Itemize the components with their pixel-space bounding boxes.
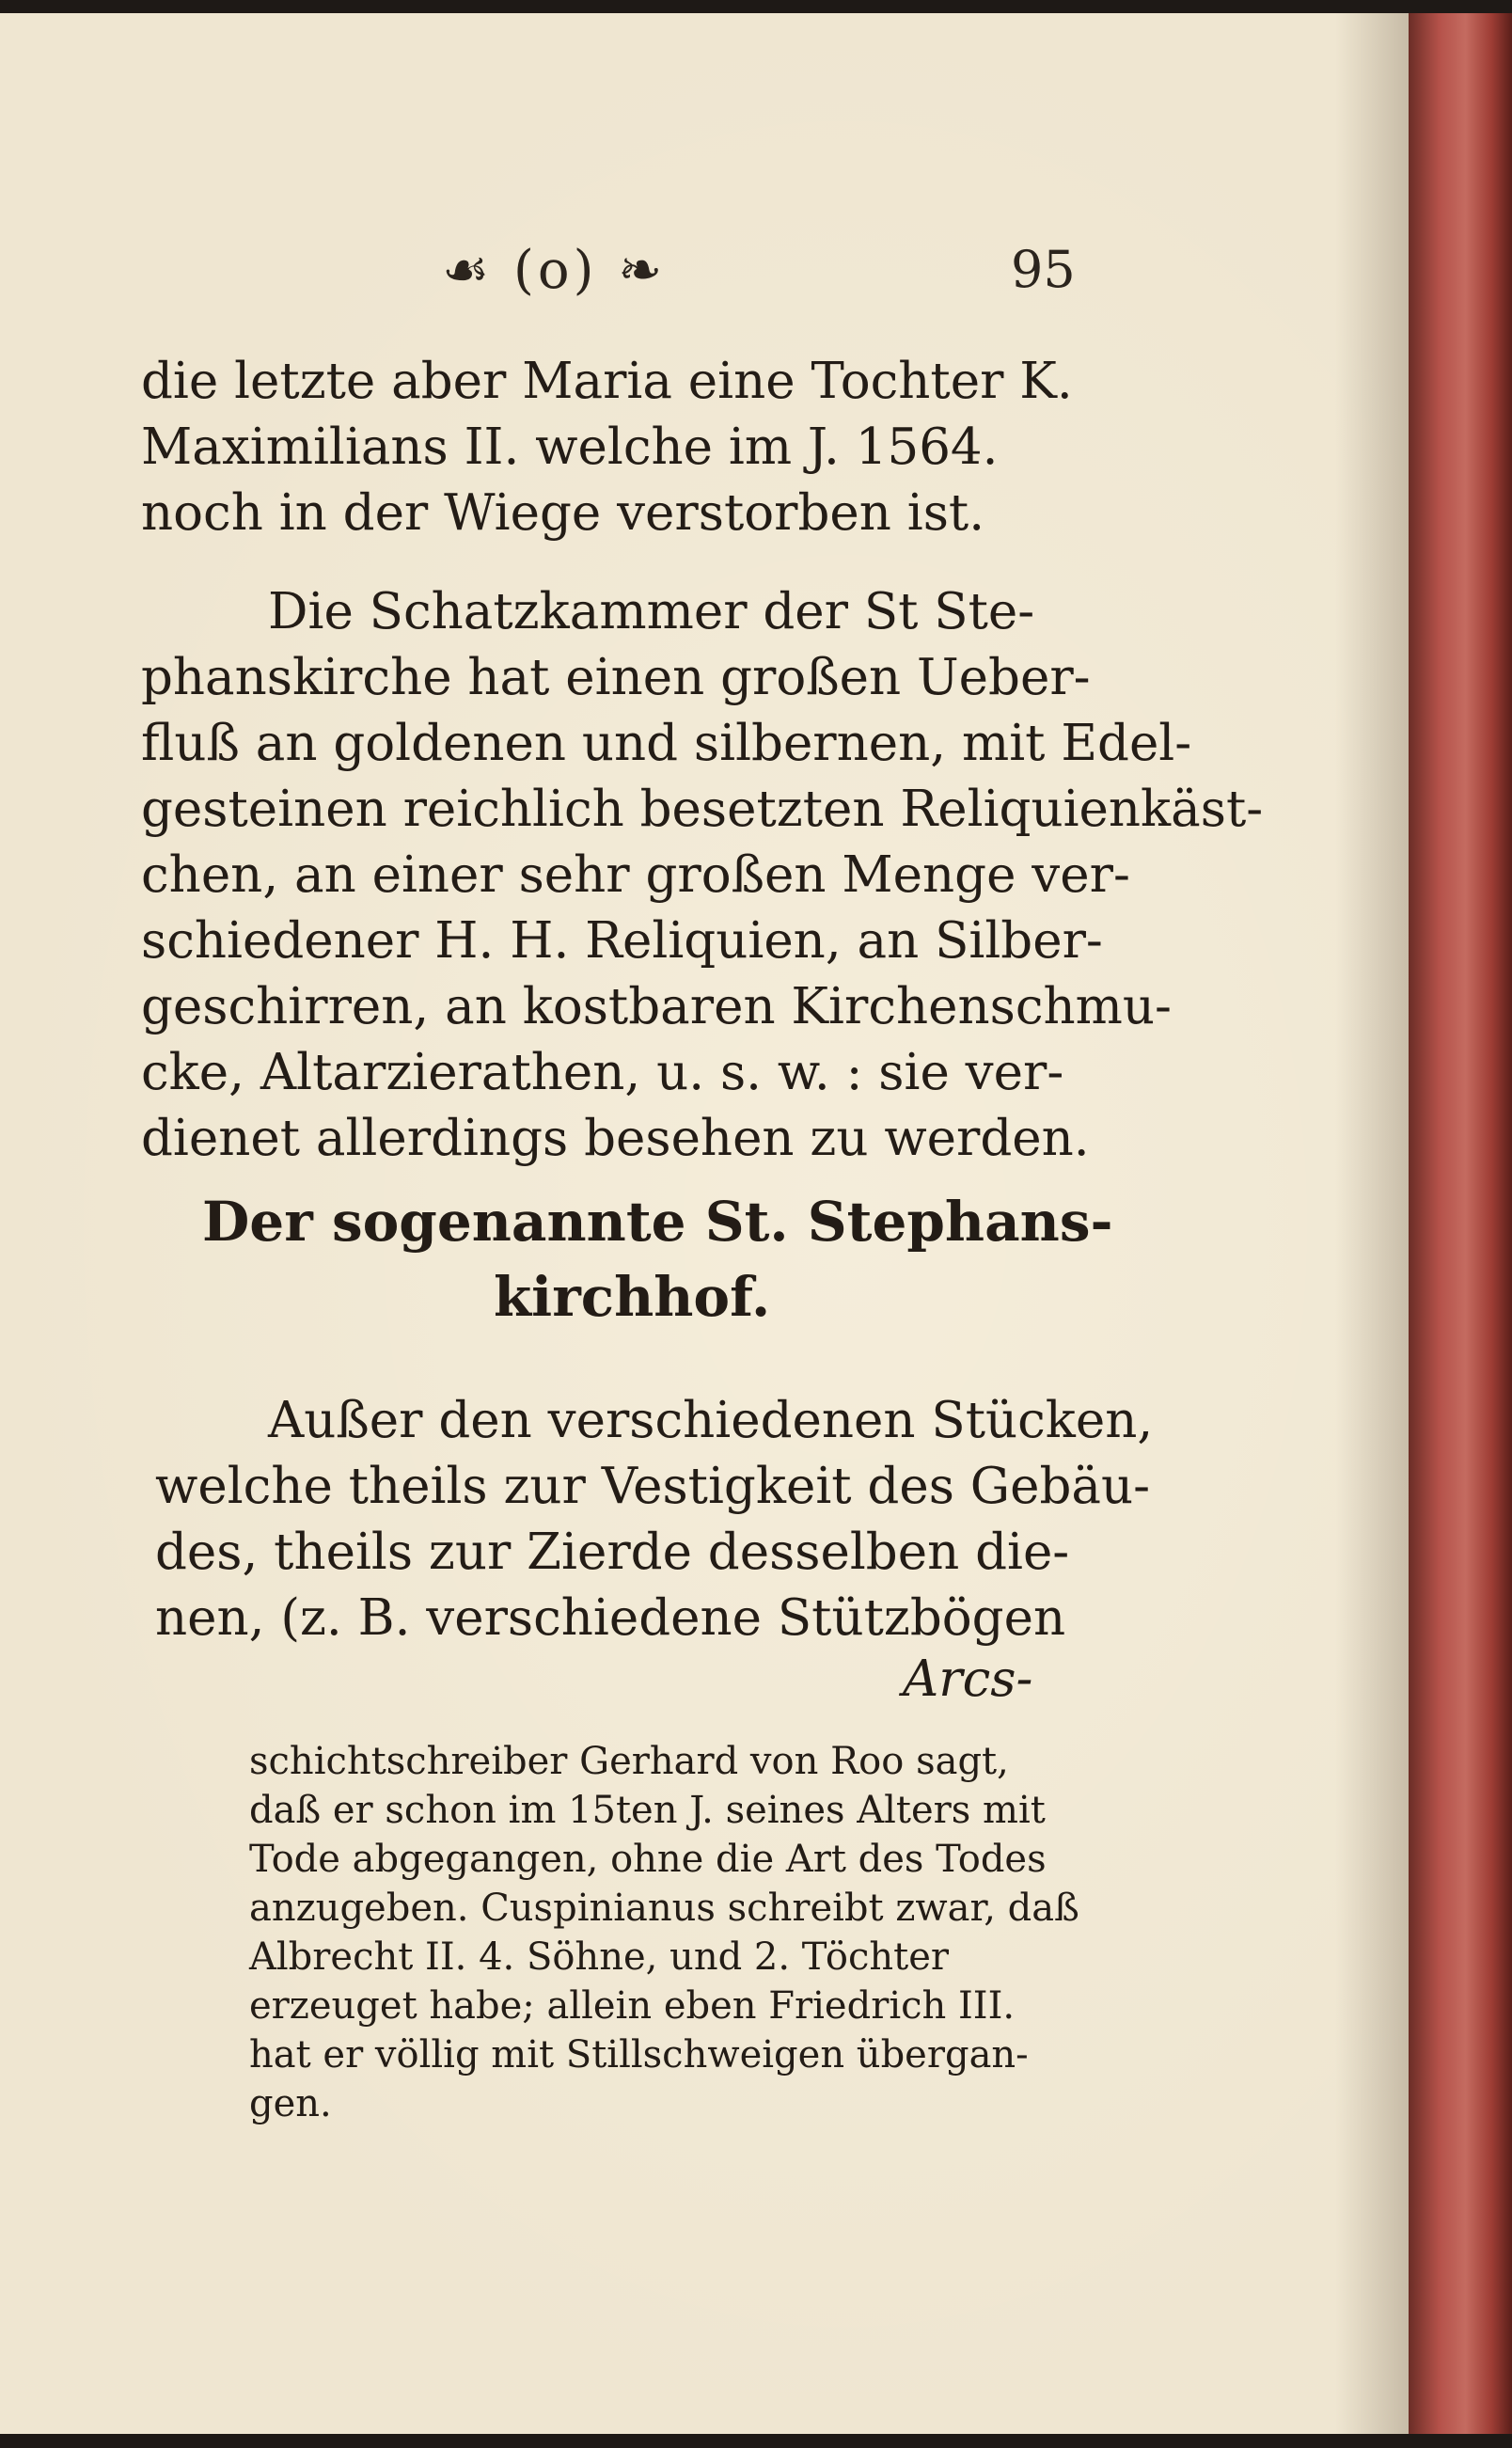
text-line: des, theils zur Zierde desselben die-	[155, 1524, 1070, 1581]
footnote-line: Tode abgegangen, ohne die Art des Todes	[249, 1838, 1047, 1881]
section-heading: kirchhof.	[494, 1265, 771, 1329]
header-ornament	[442, 240, 780, 306]
text-line: dienet allerdings besehen zu werden.	[141, 1110, 1090, 1167]
catchword: Arcs-	[903, 1650, 1033, 1708]
text-line: gesteinen reichlich besetzten Reliquienkäst-	[141, 781, 1264, 838]
text-line: Außer den verschiedenen Stücken,	[268, 1392, 1154, 1449]
text-line: fluß an goldenen und silbernen, mit Edel-	[141, 715, 1192, 772]
footnote-line: Albrecht II. 4. Söhne, und 2. Töchter	[249, 1935, 950, 1979]
text-line: die letzte aber Maria eine Tochter K.	[141, 353, 1073, 410]
text-line: welche theils zur Vestigkeit des Gebäu-	[155, 1458, 1151, 1515]
ornament-left-icon: ☙	[442, 240, 494, 301]
text-line: chen, an einer sehr großen Menge ver-	[141, 846, 1130, 904]
footnote-line: hat er völlig mit Stillschweigen übergan-	[249, 2033, 1029, 2077]
ornament-center: (o)	[513, 240, 598, 301]
book-edge	[1409, 0, 1512, 2448]
footnote-line: daß er schon im 15ten J. seines Alters mit	[249, 1789, 1046, 1832]
text-line: Die Schatzkammer der St Ste-	[268, 583, 1035, 640]
text-line: cke, Altarzierathen, u. s. w. : sie ver-	[141, 1044, 1064, 1101]
page-number: 95	[1011, 240, 1076, 299]
text-line: geschirren, an kostbaren Kirchenschmu-	[141, 978, 1172, 1035]
text-line: nen, (z. B. verschiedene Stützbögen	[155, 1589, 1066, 1647]
page-header	[0, 240, 1392, 306]
footnote-line: schichtschreiber Gerhard von Roo sagt,	[249, 1740, 1009, 1783]
text-line: noch in der Wiege verstorben ist.	[141, 484, 985, 542]
footnote-line: gen.	[249, 2082, 332, 2125]
bottom-border	[0, 2434, 1512, 2448]
page-gutter-shadow	[1335, 0, 1409, 2448]
ornament-right-icon: ❧	[618, 240, 667, 301]
footnote-line: anzugeben. Cuspinianus schreibt zwar, daß	[249, 1887, 1079, 1930]
text-line: Maximilians II. welche im J. 1564.	[141, 419, 999, 476]
text-line: phanskirche hat einen großen Ueber-	[141, 649, 1091, 706]
top-border	[0, 0, 1512, 13]
section-heading: Der sogenannte St. Stephans-	[202, 1190, 1113, 1254]
text-line: schiedener H. H. Reliquien, an Silber-	[141, 912, 1103, 970]
footnote-line: erzeuget habe; allein eben Friedrich III.	[249, 1984, 1016, 2028]
